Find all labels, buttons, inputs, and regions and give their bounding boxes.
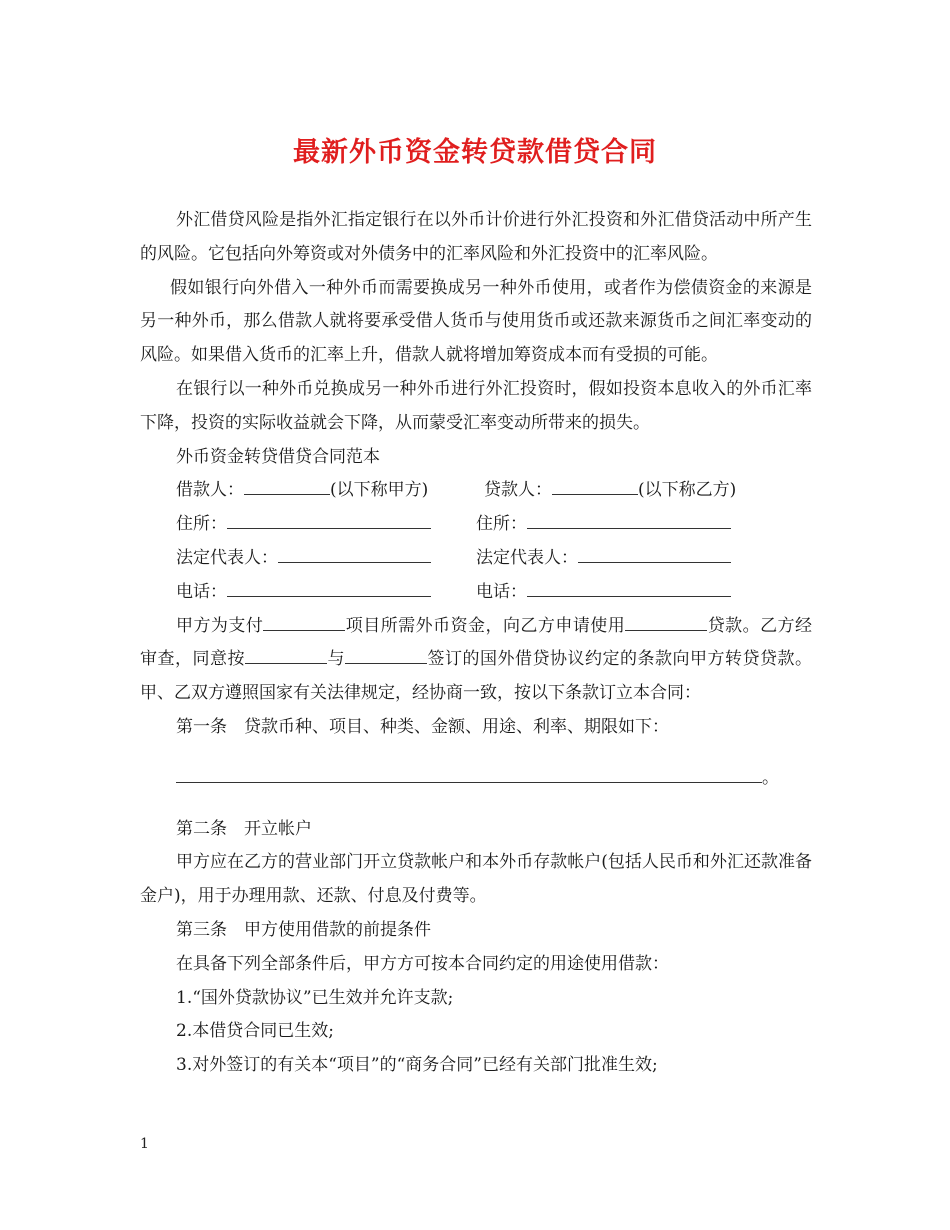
purpose-text-b: 项目所需外币资金，向乙方申请使用: [345, 615, 626, 636]
template-title: 外币资金转贷借贷合同范本: [176, 446, 380, 467]
paragraph-intro-2: 假如银行向外借入一种外币而需要换成另一种外币使用，或者作为偿债资金的来源是另一种外币，那么借款人就将要承受借人货币与使用货币或还款来源货币之间汇率变动的风险。如果借入货币的汇率上升，借款人就将增加筹资成本而有受损的可能。: [140, 277, 812, 366]
lender-blank: [552, 477, 638, 495]
address-label: 住所：: [476, 514, 527, 535]
project-blank: [263, 613, 345, 631]
purpose-text-a: 甲方为支付: [176, 615, 264, 636]
lender-legal-rep-field: [476, 542, 776, 576]
article-1-title: 第一条 贷款币种、项目、种类、金额、用途、利率、期限如下：: [176, 716, 669, 737]
borrower-field: [176, 474, 476, 508]
purpose-text-e: 签订的国外借贷协议约定的条款向甲方转贷贷款。甲、乙双方遵照国家有关法律规定，经协商一致，按以下条款订立本合同：: [140, 649, 812, 704]
legal-rep-row: [140, 542, 812, 576]
lender-field: [476, 474, 784, 508]
condition-item-2: 2.本借贷合同已生效;: [176, 1021, 334, 1042]
borrower-suffix: (以下称甲方): [330, 480, 429, 501]
borrower-blank: [244, 477, 330, 495]
lender-label: 贷款人：: [484, 480, 552, 501]
article-3-title: 第三条 甲方使用借款的前提条件: [176, 919, 431, 940]
borrower-legal-rep-blank: [278, 545, 431, 563]
legal-rep-label: 法定代表人：: [176, 547, 278, 568]
lender-suffix: (以下称乙方): [638, 480, 737, 501]
purpose-text-d: 与: [327, 649, 345, 670]
paragraph-intro-3: 在银行以一种外币兑换成另一种外币进行外汇投资时，假如投资本息收入的外币汇率下降，投资的实际收益就会下降，从而蒙受汇率变动所带来的损失。: [140, 378, 812, 433]
article-3-text: 在具备下列全部条件后，甲方方可按本合同约定的用途使用借款：: [176, 953, 669, 974]
article-2-title: 第二条 开立帐户: [176, 818, 312, 839]
paragraph-intro-1: 外汇借贷风险是指外汇指定银行在以外币计价进行外汇投资和外汇借贷活动中所产生的风险。它包括向外筹资或对外债务中的汇率风险和外汇投资中的汇率风险。: [140, 210, 812, 264]
document-body: [140, 204, 812, 1083]
article-1-period: 。: [762, 767, 779, 788]
borrower-address-blank: [227, 511, 431, 529]
party-b-blank: [345, 646, 427, 664]
lender-legal-rep-blank: [578, 545, 731, 563]
party-a-blank: [245, 646, 327, 664]
parties-row: [140, 474, 812, 508]
page-number: 1: [140, 1136, 149, 1152]
phone-label: 电话：: [176, 581, 227, 602]
legal-rep-label: 法定代表人：: [476, 547, 578, 568]
borrower-phone-blank: [227, 579, 431, 597]
condition-item-3: 3.对外签订的有关本“项目”的“商务合同”已经有关部门批准生效;: [176, 1055, 658, 1076]
article-1-fill-line: [140, 762, 812, 796]
purpose-text-c: 贷款。乙方经审查，同意按: [140, 615, 813, 670]
article-1-blank: [176, 765, 762, 783]
borrower-address-field: [176, 508, 476, 542]
condition-item-1: 1.“国外贷款协议”已生效并允许支款;: [176, 987, 454, 1008]
borrower-label: 借款人：: [176, 480, 244, 501]
loan-type-blank: [625, 613, 707, 631]
paragraph-purpose: [140, 610, 812, 711]
phone-label: 电话：: [476, 581, 527, 602]
address-row: [140, 508, 812, 542]
lender-address-field: [476, 508, 776, 542]
article-2-text: 甲方应在乙方的营业部门开立贷款帐户和本外币存款帐户(包括人民币和外汇还款准备金户)，用于办理用款、还款、付息及付费等。: [140, 852, 812, 907]
address-label: 住所：: [176, 514, 227, 535]
lender-address-blank: [527, 511, 731, 529]
borrower-legal-rep-field: [176, 542, 476, 576]
borrower-phone-field: [176, 576, 476, 610]
lender-phone-blank: [527, 579, 731, 597]
document-title: 最新外币资金转贷款借贷合同: [293, 137, 657, 168]
lender-phone-field: [476, 576, 776, 610]
phone-row: [140, 576, 812, 610]
